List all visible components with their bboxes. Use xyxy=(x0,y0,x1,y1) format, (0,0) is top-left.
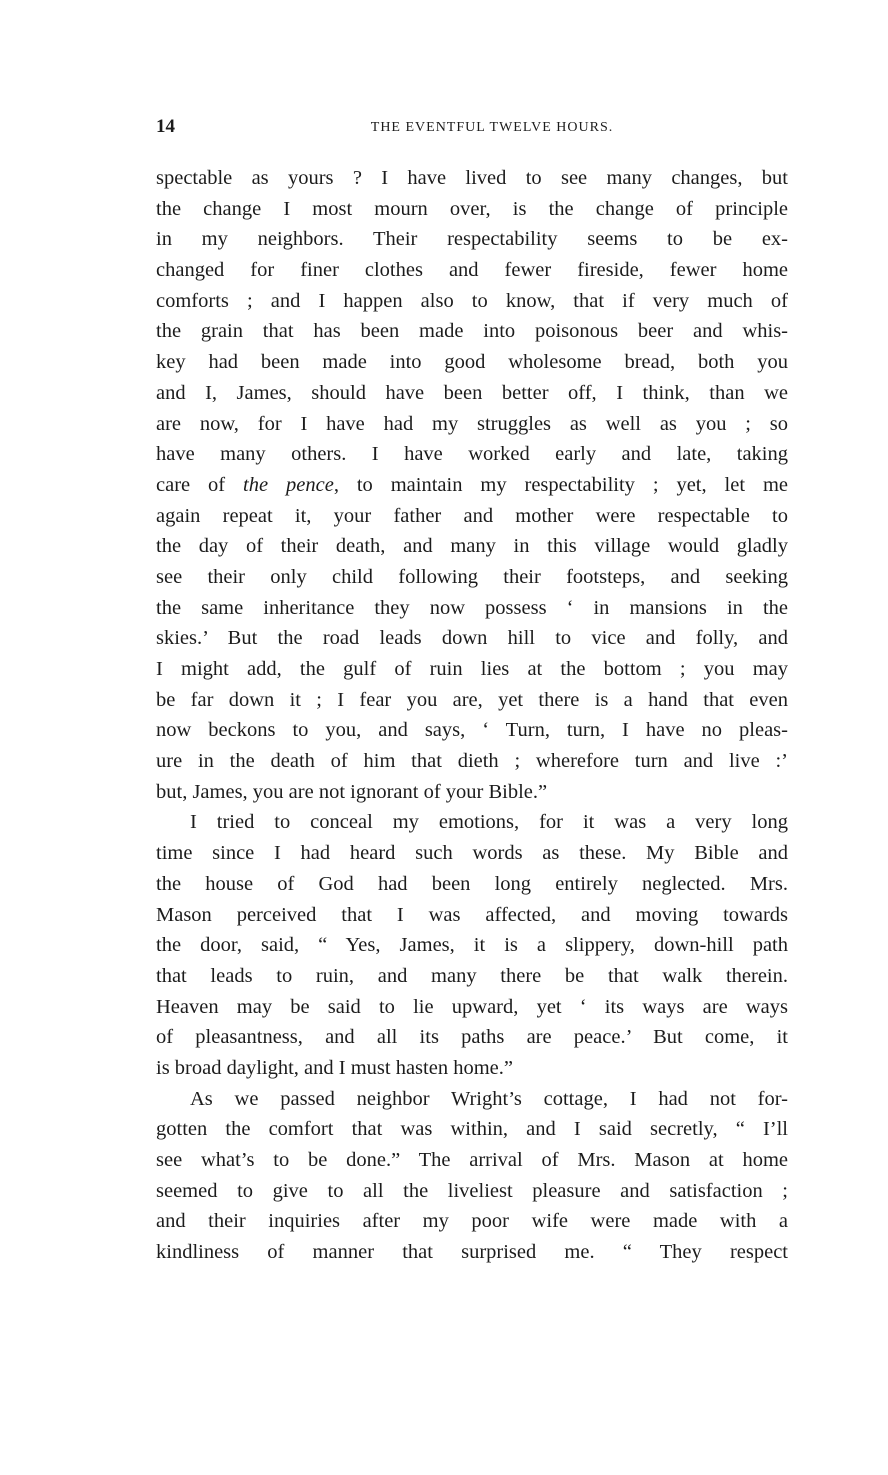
text-line: be far down it ; I fear you are, yet there is a hand that even xyxy=(156,688,788,711)
text-line: are now, for I have had my struggles as well as you ; so xyxy=(156,412,788,435)
text-line: that leads to ruin, and many there be that walk therein. xyxy=(156,964,788,987)
text-line: and their inquiries after my poor wife were made with a xyxy=(156,1210,788,1233)
text-line: kindliness of manner that surprised me. “ They respect xyxy=(156,1241,788,1264)
page-number: 14 xyxy=(156,116,175,137)
text-line: gotten the comfort that was within, and I said secretly, “ I’ll xyxy=(156,1118,788,1141)
text-line: As we passed neighbor Wright’s cottage, I had not for- xyxy=(190,1087,788,1110)
text-line: the day of their death, and many in this village would gladly xyxy=(156,535,788,558)
text-line: Mason perceived that I was affected, and moving towards xyxy=(156,903,788,926)
text-line: ure in the death of him that dieth ; wherefore turn and live :’ xyxy=(156,750,788,773)
text-line: now beckons to you, and says, ‘ Turn, turn, I have no pleas- xyxy=(156,719,788,742)
text-line: changed for finer clothes and fewer fireside, fewer home xyxy=(156,259,788,282)
text-line: the change I most mourn over, is the change of principle xyxy=(156,197,788,220)
text-line: comforts ; and I happen also to know, that if very much of xyxy=(156,289,788,312)
text-line: have many others. I have worked early and late, taking xyxy=(156,443,788,466)
text-line: care of the pence, to maintain my respectability ; yet, let me xyxy=(156,473,788,496)
text-line: the house of God had been long entirely neglected. Mrs. xyxy=(156,872,788,895)
paragraph xyxy=(156,807,788,1083)
text-line: the grain that has been made into poisonous beer and whis- xyxy=(156,320,788,343)
text-line: the door, said, “ Yes, James, it is a slippery, down-hill path xyxy=(156,934,788,957)
text-line: key had been made into good wholesome bread, both you xyxy=(156,351,788,374)
text-line: spectable as yours ? I have lived to see many changes, but xyxy=(156,167,788,189)
text-line: I might add, the gulf of ruin lies at the bottom ; you may xyxy=(156,658,788,680)
text-line: Heaven may be said to lie upward, yet ‘ its ways are ways xyxy=(156,995,788,1018)
text-line: seemed to give to all the liveliest pleasure and satisfaction ; xyxy=(156,1179,788,1202)
page-header xyxy=(156,116,788,142)
text-line: and I, James, should have been better off, I think, than we xyxy=(156,381,788,404)
text-line: of pleasantness, and all its paths are peace.’ But come, it xyxy=(156,1026,788,1049)
text-line: I tried to conceal my emotions, for it was a very long xyxy=(190,811,788,834)
paragraph xyxy=(156,163,788,807)
text-line: see their only child following their footsteps, and seeking xyxy=(156,565,788,588)
text-line: see what’s to be done.” The arrival of Mrs. Mason at home xyxy=(156,1149,788,1171)
emphasis-text: the pence xyxy=(243,473,334,496)
text-line: is broad daylight, and I must hasten home.” xyxy=(156,1056,513,1079)
text-line: but, James, you are not ignorant of your Bible.” xyxy=(156,780,548,803)
text-line: again repeat it, your father and mother were respectable to xyxy=(156,504,788,527)
text-line: the same inheritance they now possess ‘ in mansions in the xyxy=(156,596,788,619)
paragraph xyxy=(156,1084,788,1268)
text-line: skies.’ But the road leads down hill to vice and folly, and xyxy=(156,627,788,650)
running-head: THE EVENTFUL TWELVE HOURS. xyxy=(370,120,614,135)
text-line: in my neighbors. Their respectability seems to be ex- xyxy=(156,228,788,251)
text-line: time since I had heard such words as these. My Bible and xyxy=(156,842,788,865)
body-text xyxy=(156,163,788,1268)
